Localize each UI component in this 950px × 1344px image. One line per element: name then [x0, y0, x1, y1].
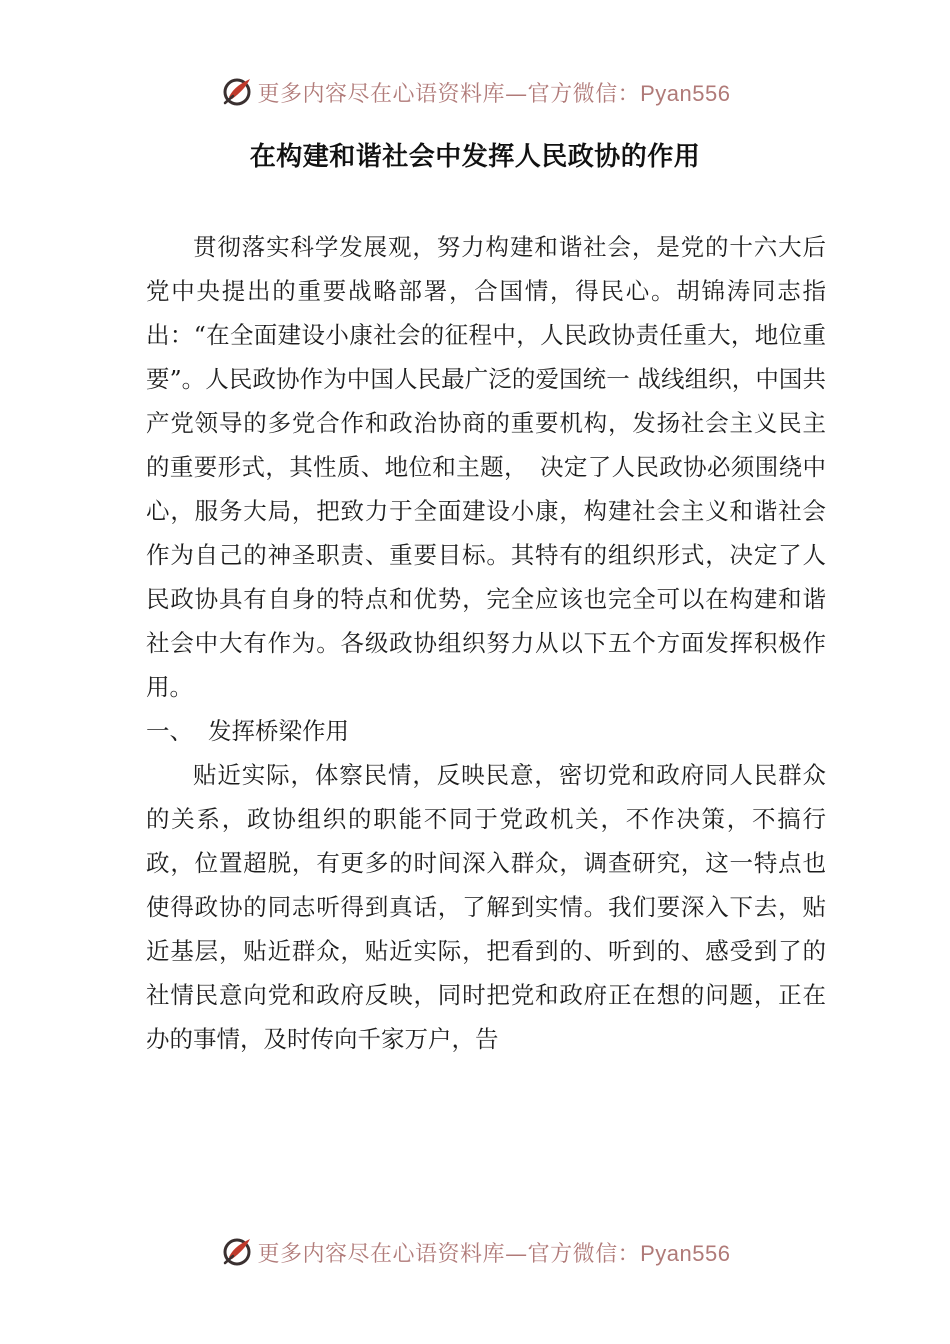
- watermark-banner-bottom: [0, 1232, 950, 1272]
- section-paragraph: 贴近实际，体察民情，反映民意，密切党和政府同人民群众的关系，政协组织的职能不同于党政机关，不作决策，不搞行政，位置超脱，有更多的时间深入群众，调查研究，这一特点也使得政协的同志听得到真话，了解到实情。我们要深入下去，贴近基层，贴近群众，贴近实际，把看到的、听到的、感受到了的社情民意向党和政府反映，同时把党和政府正在想的问题，正在办的事情，及时传向千家万户，告: [146, 761, 826, 1053]
- watermark-text: 更多内容尽在心语资料库—官方微信：Pyan556: [257, 1240, 731, 1267]
- section-heading: [146, 709, 826, 753]
- watermark-banner-top: [0, 72, 950, 112]
- section-heading-text: 发挥桥梁作用: [208, 717, 349, 745]
- intro-paragraph: 贯彻落实科学发展观，努力构建和谐社会，是党的十六大后党中央提出的重要战略部署，合国情，得民心。胡锦涛同志指出：“在全面建设小康社会的征程中，人民政协责任重大，地位重要”。人民政协作为中国人民最广泛的爱国统一 战线组织，中国共产党领导的多党合作和政治协商的重要机构，发扬社会主义民主的重要形式，其性质、地位和主题， 决定了人民政协必须围绕中心，服务大局，把致力于全面建设小康，构建社会主义和谐社会作为自己的神圣职责、重要目标。其特有的组织形式，决定了人民政协具有自身的特点和优势，完全应该也完全可以在构建和谐社会中大有作为。各级政协组织努力从以下五个方面发挥积极作用。: [146, 233, 826, 701]
- logo-icon: [220, 1235, 254, 1269]
- watermark-text: 更多内容尽在心语资料库—官方微信：Pyan556: [257, 80, 731, 107]
- section-number: 一、: [146, 717, 193, 745]
- logo-icon: [220, 75, 254, 109]
- page-title: 在构建和谐社会中发挥人民政协的作用: [249, 142, 701, 172]
- document-body: [146, 225, 826, 1061]
